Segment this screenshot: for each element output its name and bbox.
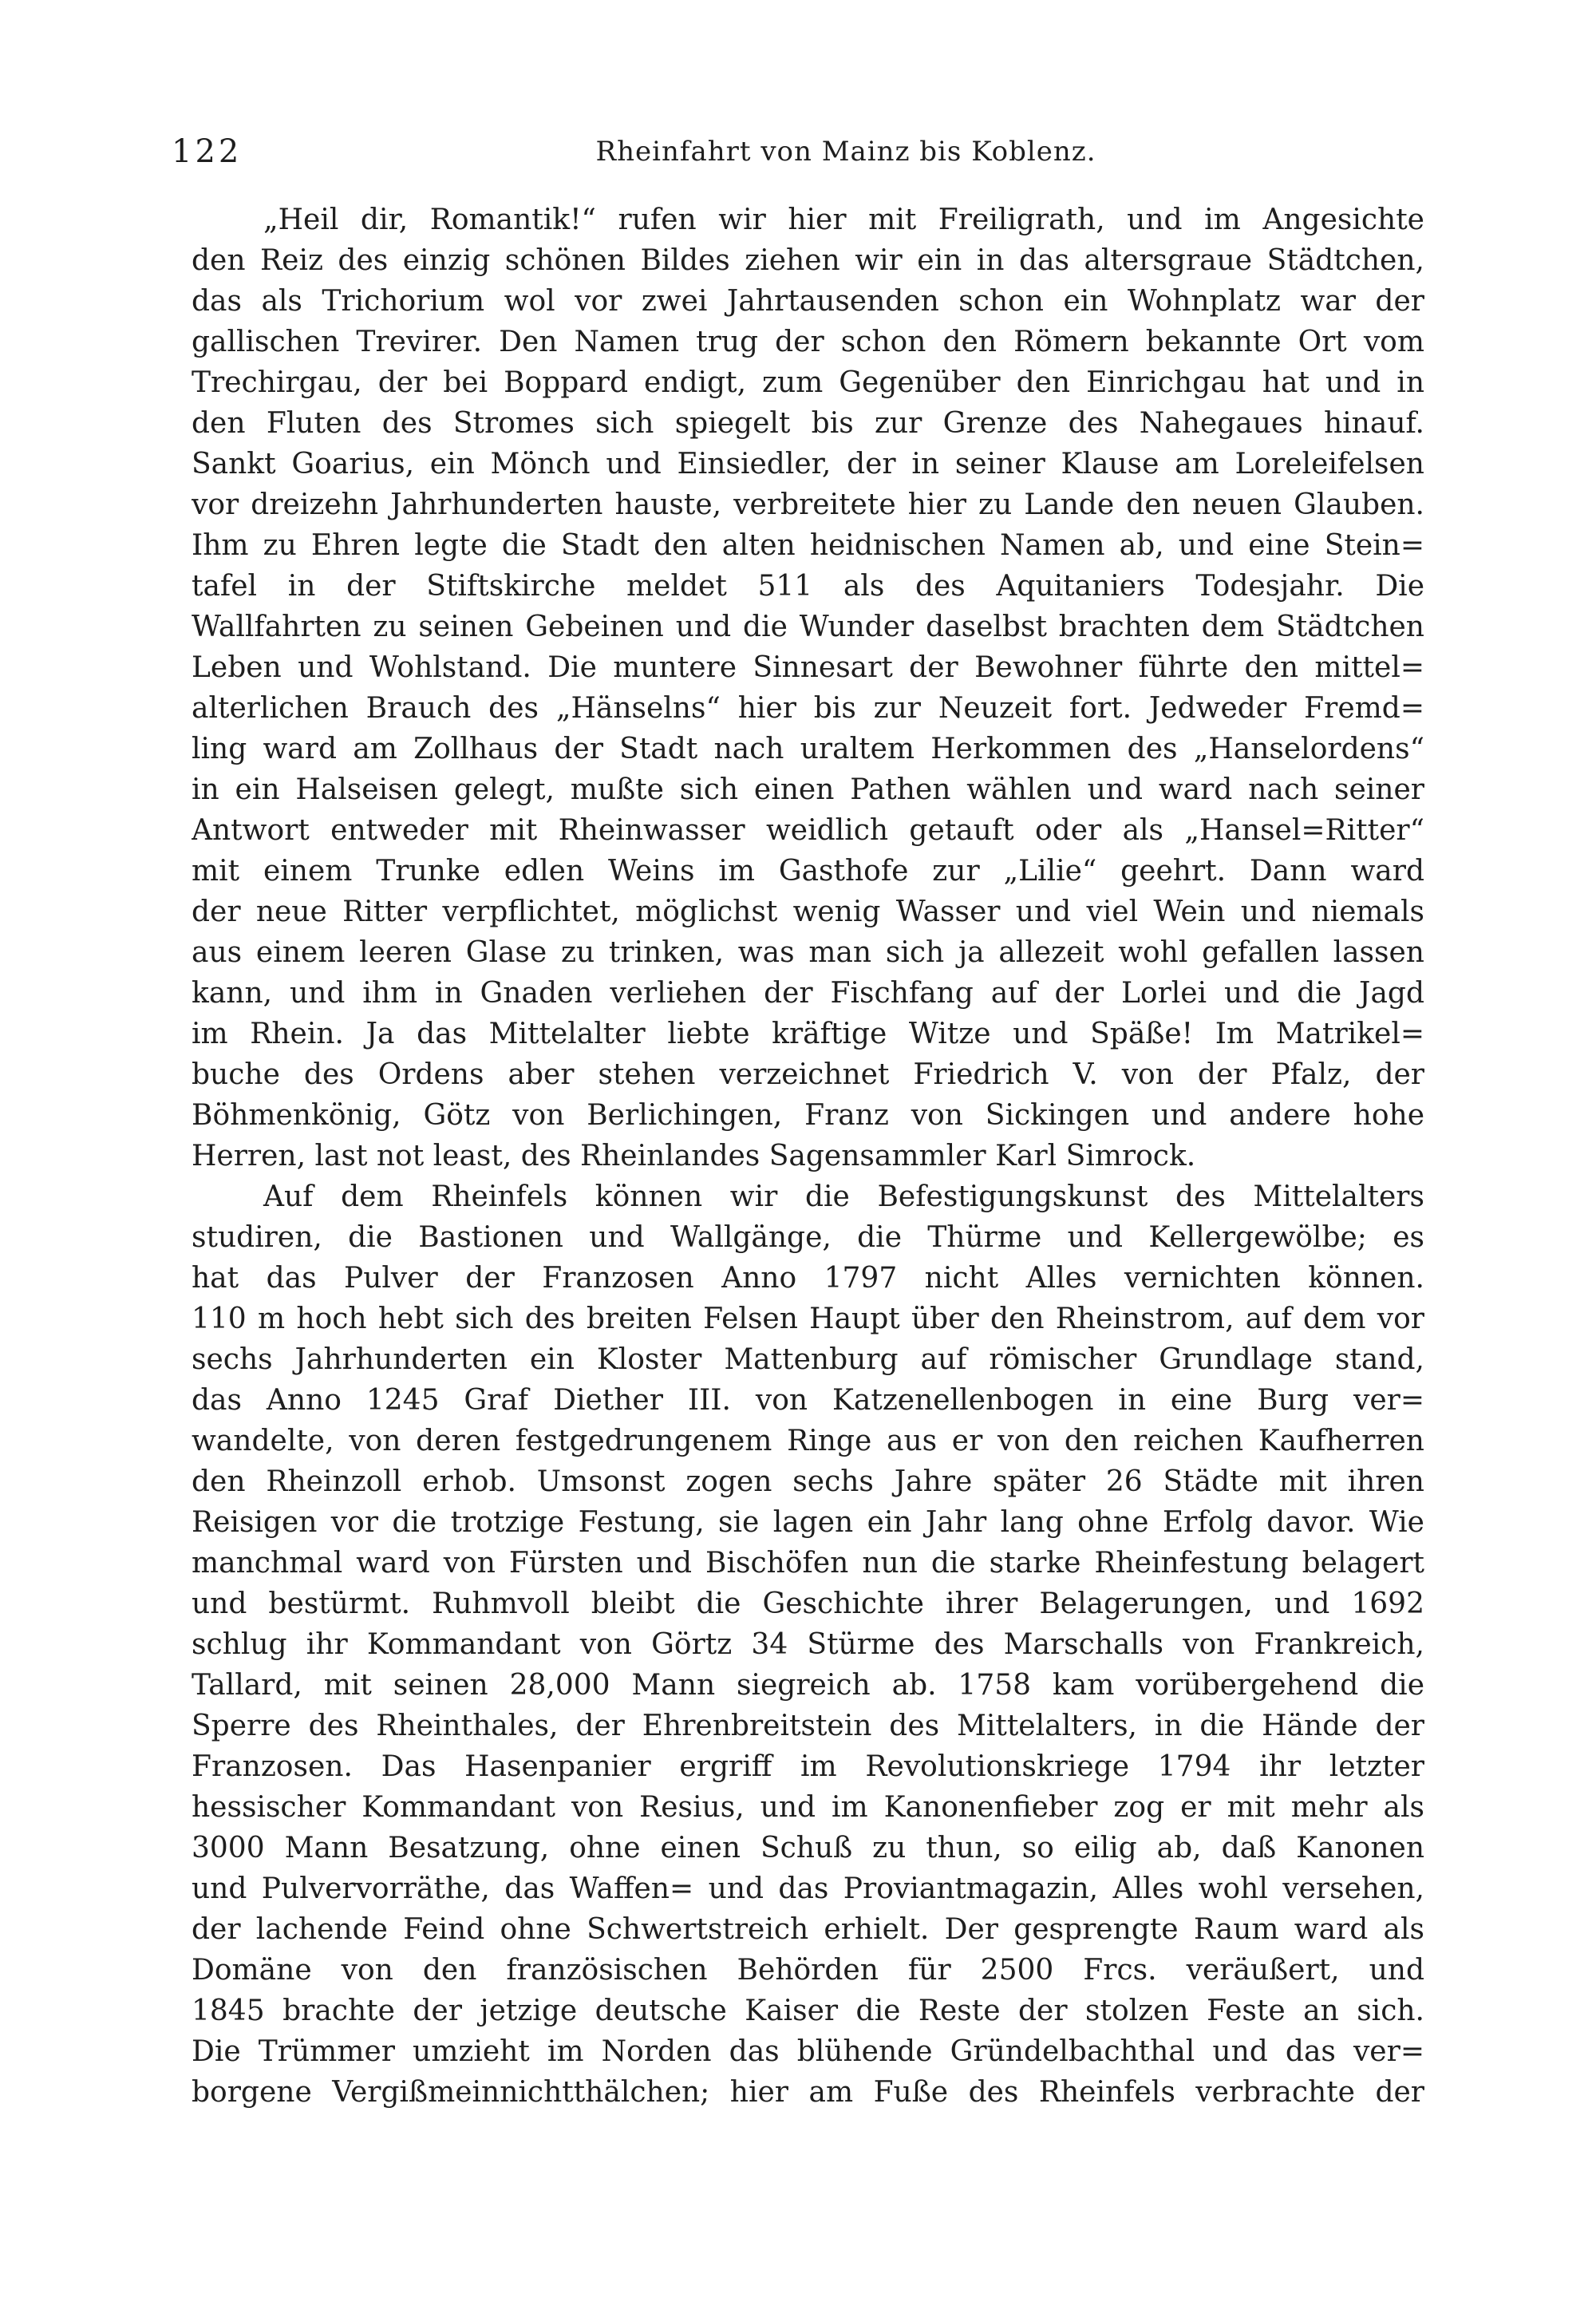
- text-line: ling ward am Zollhaus der Stadt nach uraltem Herkommen des „Hanselordens“: [192, 733, 1424, 765]
- text-line: sechs Jahrhunderten ein Kloster Mattenburg auf römischer Grundlage stand,: [192, 1343, 1424, 1376]
- text-line: 110 m hoch hebt sich des breiten Felsen Haupt über den Rheinstrom, auf dem vor: [192, 1303, 1424, 1335]
- text-line: „Heil dir, Romantik!“ rufen wir hier mit Freiligrath, und im Angesichte: [263, 204, 1424, 236]
- text-line: und Pulvervorräthe, das Waffen= und das Proviantmagazin, Alles wohl versehen,: [192, 1872, 1424, 1905]
- text-line: den Rheinzoll erhob. Umsonst zogen sechs Jahre später 26 Städte mit ihren: [192, 1465, 1424, 1498]
- text-line: tafel in der Stiftskirche meldet 511 als des Aquitaniers Todesjahr. Die: [192, 570, 1424, 603]
- text-line: kann, und ihm in Gnaden verliehen der Fischfang auf der Lorlei und die Jagd: [192, 977, 1424, 1010]
- paragraph-2: [192, 1176, 1424, 2113]
- text-line: der neue Ritter verpflichtet, möglichst wenig Wasser und viel Wein und niemals: [192, 896, 1424, 928]
- text-line: den Reiz des einzig schönen Bildes ziehen wir ein in das altersgraue Städtchen,: [192, 244, 1424, 277]
- running-title: Rheinfahrt von Mainz bis Koblenz.: [595, 136, 1096, 168]
- text-line: gallischen Trevirer. Den Namen trug der schon den Römern bekannte Ort vom: [192, 326, 1424, 358]
- text-line: Trechirgau, der bei Boppard endigt, zum Gegenüber den Einrichgau hat und in: [192, 366, 1424, 399]
- text-line: im Rhein. Ja das Mittelalter liebte kräftige Witze und Späße! Im Matrikel=: [192, 1018, 1424, 1050]
- body-text: [192, 200, 1424, 2113]
- text-line: Ihm zu Ehren legte die Stadt den alten heidnischen Namen ab, und eine Stein=: [192, 529, 1424, 562]
- running-head: [172, 128, 1424, 176]
- text-line: Wallfahrten zu seinen Gebeinen und die Wunder daselbst brachten dem Städtchen: [192, 611, 1424, 643]
- text-line: wandelte, von deren festgedrungenem Ringe aus er von den reichen Kaufherren: [192, 1425, 1424, 1457]
- text-line: das Anno 1245 Graf Diether III. von Katzenellenbogen in eine Burg ver=: [192, 1384, 1424, 1417]
- text-line: borgene Vergißmeinnichtthälchen; hier am Fuße des Rheinfels verbrachte der: [192, 2076, 1424, 2109]
- text-line: hat das Pulver der Franzosen Anno 1797 nicht Alles vernichten können.: [192, 1262, 1424, 1295]
- text-line: aus einem leeren Glase zu trinken, was man sich ja allezeit wohl gefallen lassen: [192, 936, 1424, 969]
- text-line: Domäne von den französischen Behörden für 2500 Frcs. veräußert, und: [192, 1954, 1424, 1987]
- text-line: Auf dem Rheinfels können wir die Befestigungskunst des Mittelalters: [263, 1180, 1424, 1213]
- text-line: studiren, die Bastionen und Wallgänge, die Thürme und Kellergewölbe; es: [192, 1221, 1424, 1254]
- text-line: der lachende Feind ohne Schwertstreich erhielt. Der gesprengte Raum ward als: [192, 1913, 1424, 1946]
- paragraph-1: [192, 200, 1424, 1176]
- text-line: Sperre des Rheinthales, der Ehrenbreitstein des Mittelalters, in die Hände der: [192, 1710, 1424, 1742]
- text-line: Leben und Wohlstand. Die muntere Sinnesart der Bewohner führte den mittel=: [192, 651, 1424, 684]
- text-line: hessischer Kommandant von Resius, und im Kanonenfieber zog er mit mehr als: [192, 1791, 1424, 1824]
- text-line: Franzosen. Das Hasenpanier ergriff im Revolutionskriege 1794 ihr letzter: [192, 1750, 1424, 1783]
- text-line: Sankt Goarius, ein Mönch und Einsiedler, der in seiner Klause am Loreleifelsen: [192, 448, 1424, 480]
- text-line: Reisigen vor die trotzige Festung, sie lagen ein Jahr lang ohne Erfolg davor. Wie: [192, 1506, 1424, 1539]
- text-line: 3000 Mann Besatzung, ohne einen Schuß zu thun, so eilig ab, daß Kanonen: [192, 1832, 1424, 1864]
- text-line: Böhmenkönig, Götz von Berlichingen, Franz von Sickingen und andere hohe: [192, 1099, 1424, 1132]
- text-line: Herren, last not least, des Rheinlandes Sagensammler Karl Simrock.: [192, 1140, 1196, 1172]
- text-line: in ein Halseisen gelegt, mußte sich einen Pathen wählen und ward nach seiner: [192, 773, 1424, 806]
- text-line: manchmal ward von Fürsten und Bischöfen nun die starke Rheinfestung belagert: [192, 1547, 1424, 1580]
- page-number: 122: [172, 133, 243, 170]
- text-line: und bestürmt. Ruhmvoll bleibt die Geschichte ihrer Belagerungen, und 1692: [192, 1588, 1424, 1620]
- text-line: Antwort entweder mit Rheinwasser weidlich getauft oder als „Hansel=Ritter“: [192, 814, 1424, 847]
- text-line: alterlichen Brauch des „Hänselns“ hier bis zur Neuzeit fort. Jedweder Fremd=: [192, 692, 1424, 725]
- text-line: das als Trichorium wol vor zwei Jahrtausenden schon ein Wohnplatz war der: [192, 285, 1424, 318]
- text-line: den Fluten des Stromes sich spiegelt bis zur Grenze des Nahegaues hinauf.: [192, 407, 1424, 440]
- text-line: buche des Ordens aber stehen verzeichnet Friedrich V. von der Pfalz, der: [192, 1058, 1424, 1091]
- text-line: vor dreizehn Jahrhunderten hauste, verbreitete hier zu Lande den neuen Glauben.: [192, 488, 1424, 521]
- text-line: Tallard, mit seinen 28,000 Mann siegreich ab. 1758 kam vorübergehend die: [192, 1669, 1424, 1702]
- text-line: mit einem Trunke edlen Weins im Gasthofe zur „Lilie“ geehrt. Dann ward: [192, 855, 1424, 888]
- text-line: 1845 brachte der jetzige deutsche Kaiser die Reste der stolzen Feste an sich.: [192, 1995, 1424, 2027]
- text-line: Die Trümmer umzieht im Norden das blühende Gründelbachthal und das ver=: [192, 2035, 1424, 2068]
- text-line: schlug ihr Kommandant von Görtz 34 Stürme des Marschalls von Frankreich,: [192, 1628, 1424, 1661]
